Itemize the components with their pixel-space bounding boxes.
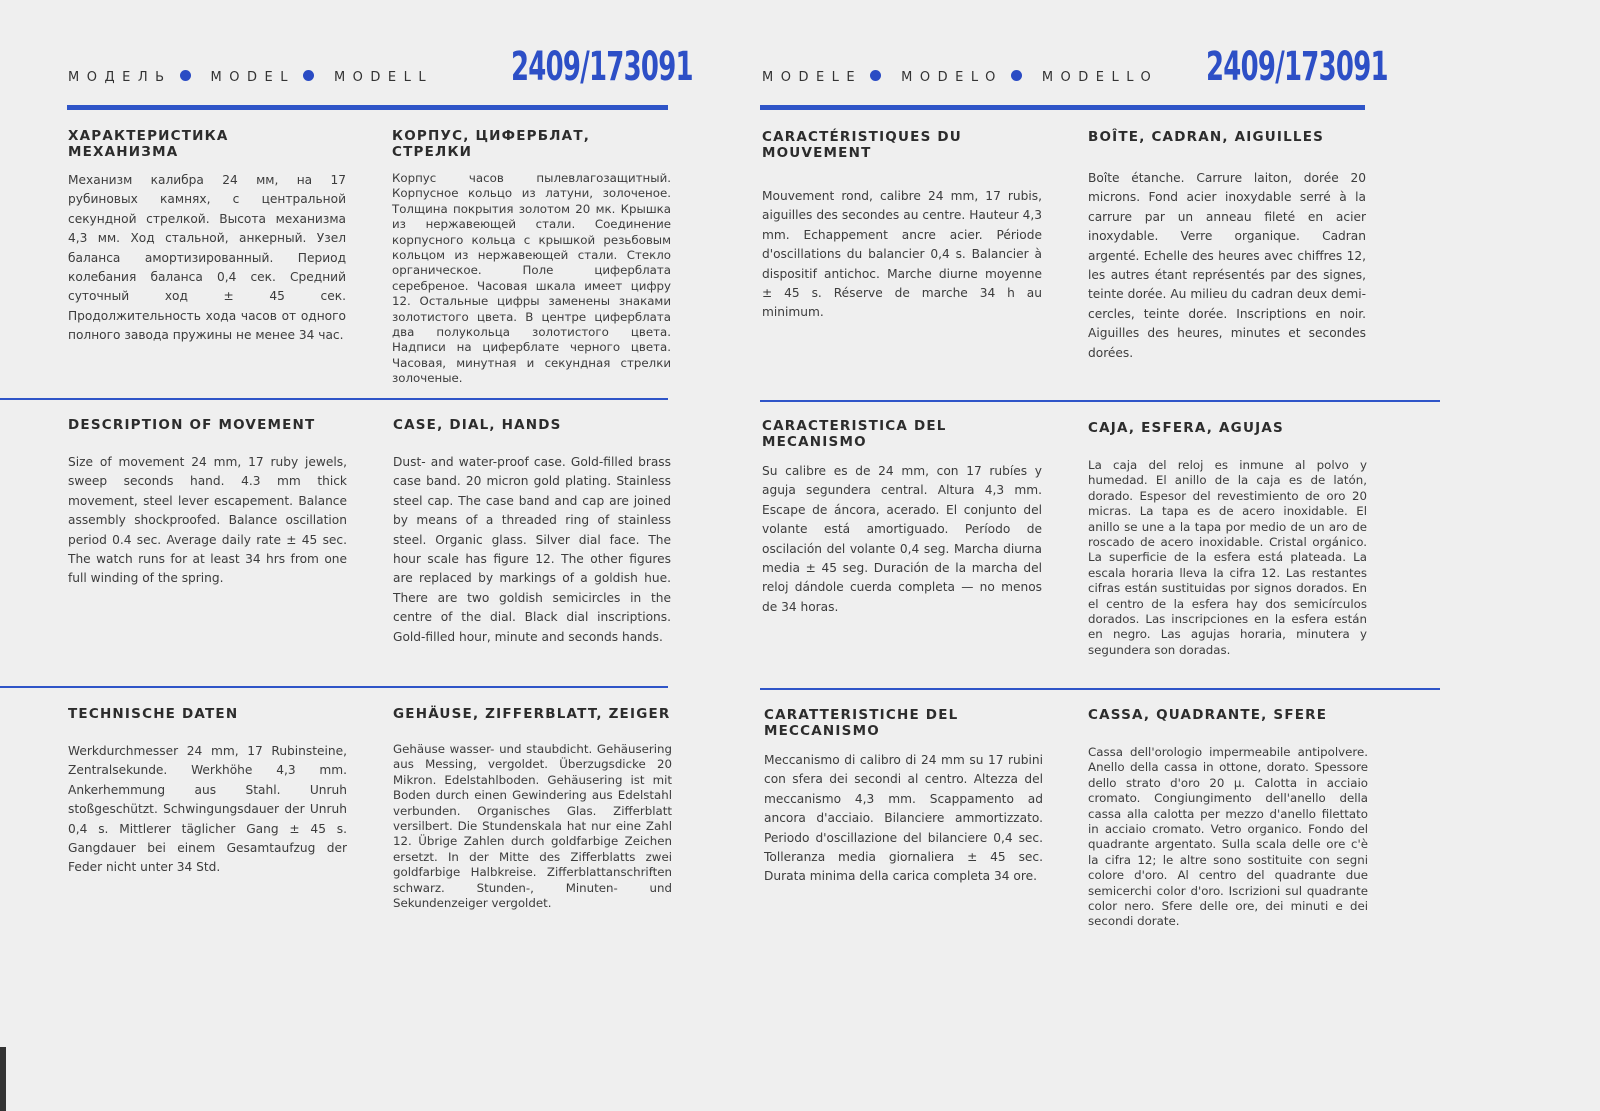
section-title: DESCRIPTION OF MOVEMENT [68,417,316,433]
header-left [68,44,693,94]
bullet-dot [1011,70,1022,81]
section-text: Size of movement 24 mm, 17 ruby jewels, sweep seconds hand. 4.3 mm thick movement, steel lever escapement. Balance assembly shockproofed. Balance oscillation period 0.4 sec. Average daily rate ± 45 sec. The watch runs for at least 34 hrs from one full winding of the spring. [68,455,347,586]
section-text: Gehäuse wasser- und staubdicht. Gehäusering aus Messing, vergoldet. Überzugsdicke 20 Mikron. Edelstahlboden. Gehäusering ist mit Boden durch einen Gewindering aus Edelstahl verbunden. Organisches Glas. Zifferblatt versilbert. Die Stundenskala hat nur eine Zahl 12. Übrige Zahlen durch goldfarbige Zeichen ersetzt. In der Mitte des Zifferblatts zwei goldfarbige Halbkreise. Zifferblattanschriften schwarz. Stunden-, Minuten- und Sekundenzeiger vergoldet. [393,742,672,911]
section-title: GEHÄUSE, ZIFFERBLATT, ZEIGER [393,706,671,722]
section-title: CASE, DIAL, HANDS [393,417,562,433]
bullet-dot [180,70,191,81]
section-en-case [393,417,671,647]
section-title: CAJA, ESFERA, AGUJAS [1088,420,1284,436]
section-text: Boîte étanche. Carrure laiton, dorée 20 microns. Fond acier inoxydable serré à la carrure par un anneau fileté en acier inoxydable. Verre organique. Cadran argenté. Echelle des heures avec chiffres 12, les autres étant représentés par des signes, teinte dorée. Au milieu du cadran deux demi-cercles, teinte dorée. Inscriptions en noir. Aiguilles des heures, minutes et secondes dorées. [1088,171,1366,360]
section-ru-movement [68,128,346,346]
model-label-en: MODEL [210,70,295,85]
section-title: ХАРАКТЕРИСТИКА МЕХАНИЗМА [68,128,229,160]
section-es-case [1088,420,1367,658]
section-title: КОРПУС, ЦИФЕРБЛАТ, СТРЕЛКИ [392,128,591,160]
model-label-de: MODELL [333,70,434,85]
section-title: BOÎTE, CADRAN, AIGUILLES [1088,129,1325,145]
model-number-right: 2409/173091 [1206,44,1388,90]
section-de-movement [68,706,347,878]
header-rule-right [760,105,1365,110]
section-text: Cassa dell'orologio impermeabile antipolvere. Anello della cassa in ottone, dorato. Spessore dello strato d'oro 20 µ. Calotta in acciaio cromato. Congiungimento dell'anello della cassa alla calotta per mezzo d'anello filettato in acciaio cromato. Vetro organico. Fondo del quadrante argentato. Sulla scala delle ore c'è la cifra 12; le altre sono sostituite con segni colore d'oro. Al centro del quadrante due semicerchi color d'oro. Iscrizioni sul quadrante color nero. Sfere delle ore, dei minuti e dei secondi dorate. [1088,745,1368,929]
section-title: TECHNISCHE DATEN [68,706,239,722]
header-rule-left [67,105,668,110]
section-title: CARACTERISTICA DEL MECANISMO [762,418,947,450]
section-text: La caja del reloj es inmune al polvo y humedad. El anillo de la caja es de latón, dorado. Espesor del revestimiento de oro 20 micras. La tapa es de acero inoxidable. El anillo se une a la tapa por medio de un aro de roscado de acero inoxidable. Cristal orgánico. La superficie de la esfera está plateada. La escala horaria lleva la cifra 12. Las restantes cifras están sustituidas por signos dorados. En el centro de la esfera hay dos semicírculos dorados. Las inscripciones en la esfera están en negro. Las agujas horaria, minutera y segundera son doradas. [1088,458,1367,657]
section-text: Mouvement rond, calibre 24 mm, 17 rubis, aiguilles des secondes au centre. Hauteur 4,3 mm. Echappement ancre acier. Période d'oscillations du balancier 0,4 s. Balancier à dispositif antichoc. Marche diurne moyenne ± 45 s. Réserve de marche 34 h au minimum. [762,189,1042,320]
section-text: Механизм калибра 24 мм, на 17 рубиновых камнях, с центральной секундной стрелкой. Высота механизма 4,3 мм. Ход стальной, анкерный. Узел баланса амортизированный. Период колебания баланса 0,4 сек. Средний суточный ход ± 45 сек. Продолжительность хода часов от одного полного завода пружины не менее 34 час. [68,173,346,343]
divider-left-2 [0,686,668,688]
model-labels-left [68,70,433,85]
section-title: CARATTERISTICHE DEL MECCANISMO [764,707,959,739]
bullet-dot [870,70,881,81]
section-title: CARACTÉRISTIQUES DU MOUVEMENT [762,129,962,161]
section-de-case [393,706,672,911]
model-label-ru: МОДЕЛЬ [68,70,172,85]
section-es-movement [762,418,1042,617]
model-labels-right [762,70,1158,85]
section-it-case [1088,707,1368,930]
model-number-left: 2409/173091 [511,44,693,90]
section-fr-case [1088,129,1366,363]
model-label-it: MODELLO [1041,70,1159,85]
model-label-fr: MODELE [762,70,863,85]
section-text: Dust- and water-proof case. Gold-filled brass case band. 20 micron gold plating. Stainless steel cap. The case band and cap are joined by means of a threaded ring of stainless steel. Organic glass. Silver dial face. The hour scale has figure 12. The other figures are replaced by markings of a goldish hue. There are two goldish semicircles in the centre of the dial. Black dial inscriptions. Gold-filled hour, minute and seconds hands. [393,455,671,644]
bullet-dot [303,70,314,81]
section-text: Werkdurchmesser 24 mm, 17 Rubinsteine, Zentralsekunde. Werkhöhe 4,3 mm. Ankerhemmung aus Stahl. Unruh stoßgeschützt. Schwingungsdauer der Unruh 0,4 s. Mittlerer täglicher Gang ± 45 s. Gangdauer bei einem Gesamtaufzug der Feder nicht unter 34 Std. [68,744,347,875]
section-text: Meccanismo di calibro di 24 mm su 17 rubini con sfera dei secondi al centro. Altezza del meccanismo 4,3 mm. Scappamento ad ancora d'acciaio. Bilanciere ammortizzato. Periodo d'oscillazione del bilanciere 0,4 sec. Tolleranza media giornaliera ± 45 sec. Durata minima della carica completa 34 ore. [764,753,1043,884]
section-ru-case [392,128,671,387]
divider-right-2 [760,688,1440,690]
divider-right-1 [760,400,1440,402]
section-fr-movement [762,129,1042,323]
section-text: Su calibre es de 24 mm, con 17 rubíes y aguja segundera central. Altura 4,3 mm. Escape de áncora, acerado. El conjunto del volante está amortiguado. Período de oscilación del volante 0,4 seg. Marcha diurna media ± 45 seg. Duración de la marcha del reloj dándole cuerda completa — no menos de 34 horas. [762,464,1042,614]
header-right [762,44,1388,94]
section-en-movement [68,417,347,589]
model-label-es: MODELO [901,70,1003,85]
section-title: CASSA, QUADRANTE, SFERE [1088,707,1328,723]
page-edge-shadow [0,1047,6,1111]
section-it-movement [764,707,1043,887]
section-text: Корпус часов пылевлагозащитный. Корпусное кольцо из латуни, золоченое. Толщина покрытия золотом 20 мк. Крышка из нержавеющей стали. Соединение корпусного кольца с крышкой резьбовым кольцом из нержавеющей стали. Стекло органическое. Поле циферблата серебреное. Часовая шкала имеет цифру 12. Остальные цифры заменены знаками золотистого цвета. В центре циферблата два полукольца золотистого цвета. Надписи на циферблате черного цвета. Часовая, минутная и секундная стрелки золоченые. [392,171,671,386]
divider-left-1 [0,398,668,400]
